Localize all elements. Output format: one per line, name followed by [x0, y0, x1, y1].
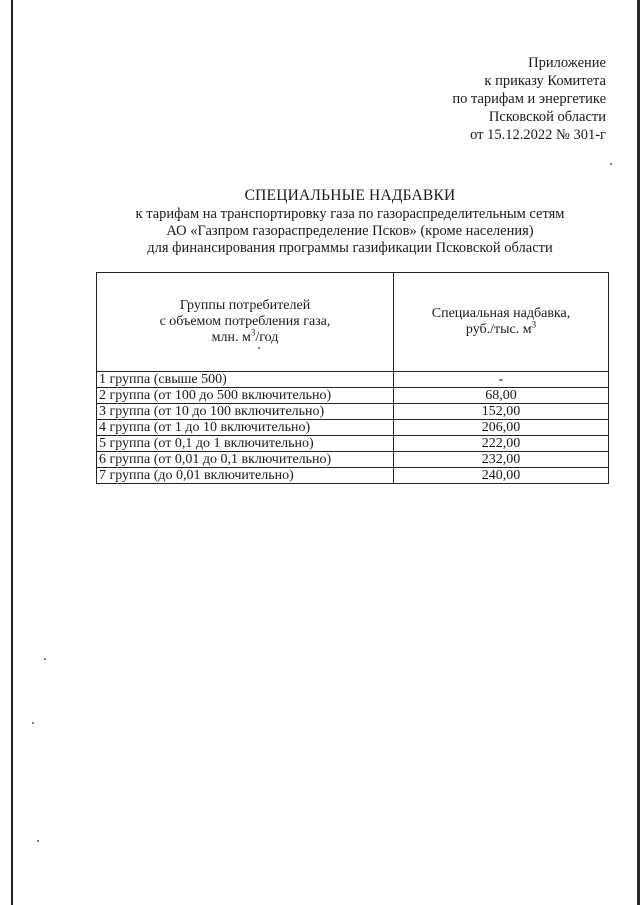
- group-cell: 2 группа (от 100 до 500 включительно): [97, 388, 394, 404]
- value-cell: 232,00: [394, 452, 609, 468]
- table-row: [97, 420, 609, 436]
- appendix-line: от 15.12.2022 № 301-г: [470, 127, 606, 143]
- header-special-surcharge: [394, 273, 609, 372]
- scan-speck: [32, 722, 34, 724]
- group-cell: 6 группа (от 0,01 до 0,1 включительно): [97, 452, 394, 468]
- table-row: [97, 436, 609, 452]
- group-cell: 5 группа (от 0,1 до 1 включительно): [97, 436, 394, 452]
- header-consumer-groups: [97, 273, 394, 372]
- appendix-line: Приложение: [528, 55, 606, 71]
- value-cell: 152,00: [394, 404, 609, 420]
- table-row: [97, 468, 609, 484]
- superscript: 3: [250, 327, 256, 338]
- appendix-line: к приказу Комитета: [484, 73, 606, 89]
- table-row: [97, 388, 609, 404]
- header-text: руб./тыс. м: [465, 322, 532, 337]
- value-cell: 206,00: [394, 420, 609, 436]
- scan-speck: [37, 840, 39, 842]
- value-cell: 68,00: [394, 388, 609, 404]
- header-text: /год: [255, 330, 279, 345]
- group-cell: 3 группа (от 10 до 100 включительно): [97, 404, 394, 420]
- title-line: АО «Газпром газораспределение Псков» (кроме населения): [166, 223, 534, 239]
- header-line: [99, 327, 391, 346]
- value-cell: 240,00: [394, 468, 609, 484]
- value-cell: 222,00: [394, 436, 609, 452]
- header-text: млн. м: [211, 330, 251, 345]
- value-cell: -: [394, 372, 609, 388]
- header-line: с объемом потребления газа,: [159, 314, 331, 329]
- title-line: к тарифам на транспортировку газа по газораспределительным сетям: [135, 206, 565, 222]
- table-header-row: [97, 273, 609, 372]
- scan-speck: [610, 163, 612, 165]
- table-row: [97, 372, 609, 388]
- document-title: [0, 187, 640, 257]
- table-row: [97, 452, 609, 468]
- surcharge-table: [96, 272, 609, 484]
- appendix-line: по тарифам и энергетике: [452, 91, 606, 107]
- title-main: СПЕЦИАЛЬНЫЕ НАДБАВКИ: [244, 187, 456, 204]
- header-line: Специальная надбавка,: [431, 306, 571, 321]
- header-line: Группы потребителей: [179, 298, 311, 313]
- superscript: 3: [531, 319, 537, 330]
- scan-speck: [44, 658, 46, 660]
- appendix-line: Псковской области: [488, 109, 606, 125]
- scan-border-left: [11, 0, 13, 905]
- group-cell: 4 группа (от 1 до 10 включительно): [97, 420, 394, 436]
- group-cell: 7 группа (до 0,01 включительно): [97, 468, 394, 484]
- group-cell: 1 группа (свыше 500): [97, 372, 394, 388]
- appendix-reference: [452, 54, 606, 144]
- table-row: [97, 404, 609, 420]
- title-line: для финансирования программы газификации Псковской области: [147, 240, 553, 256]
- header-line: [396, 319, 606, 338]
